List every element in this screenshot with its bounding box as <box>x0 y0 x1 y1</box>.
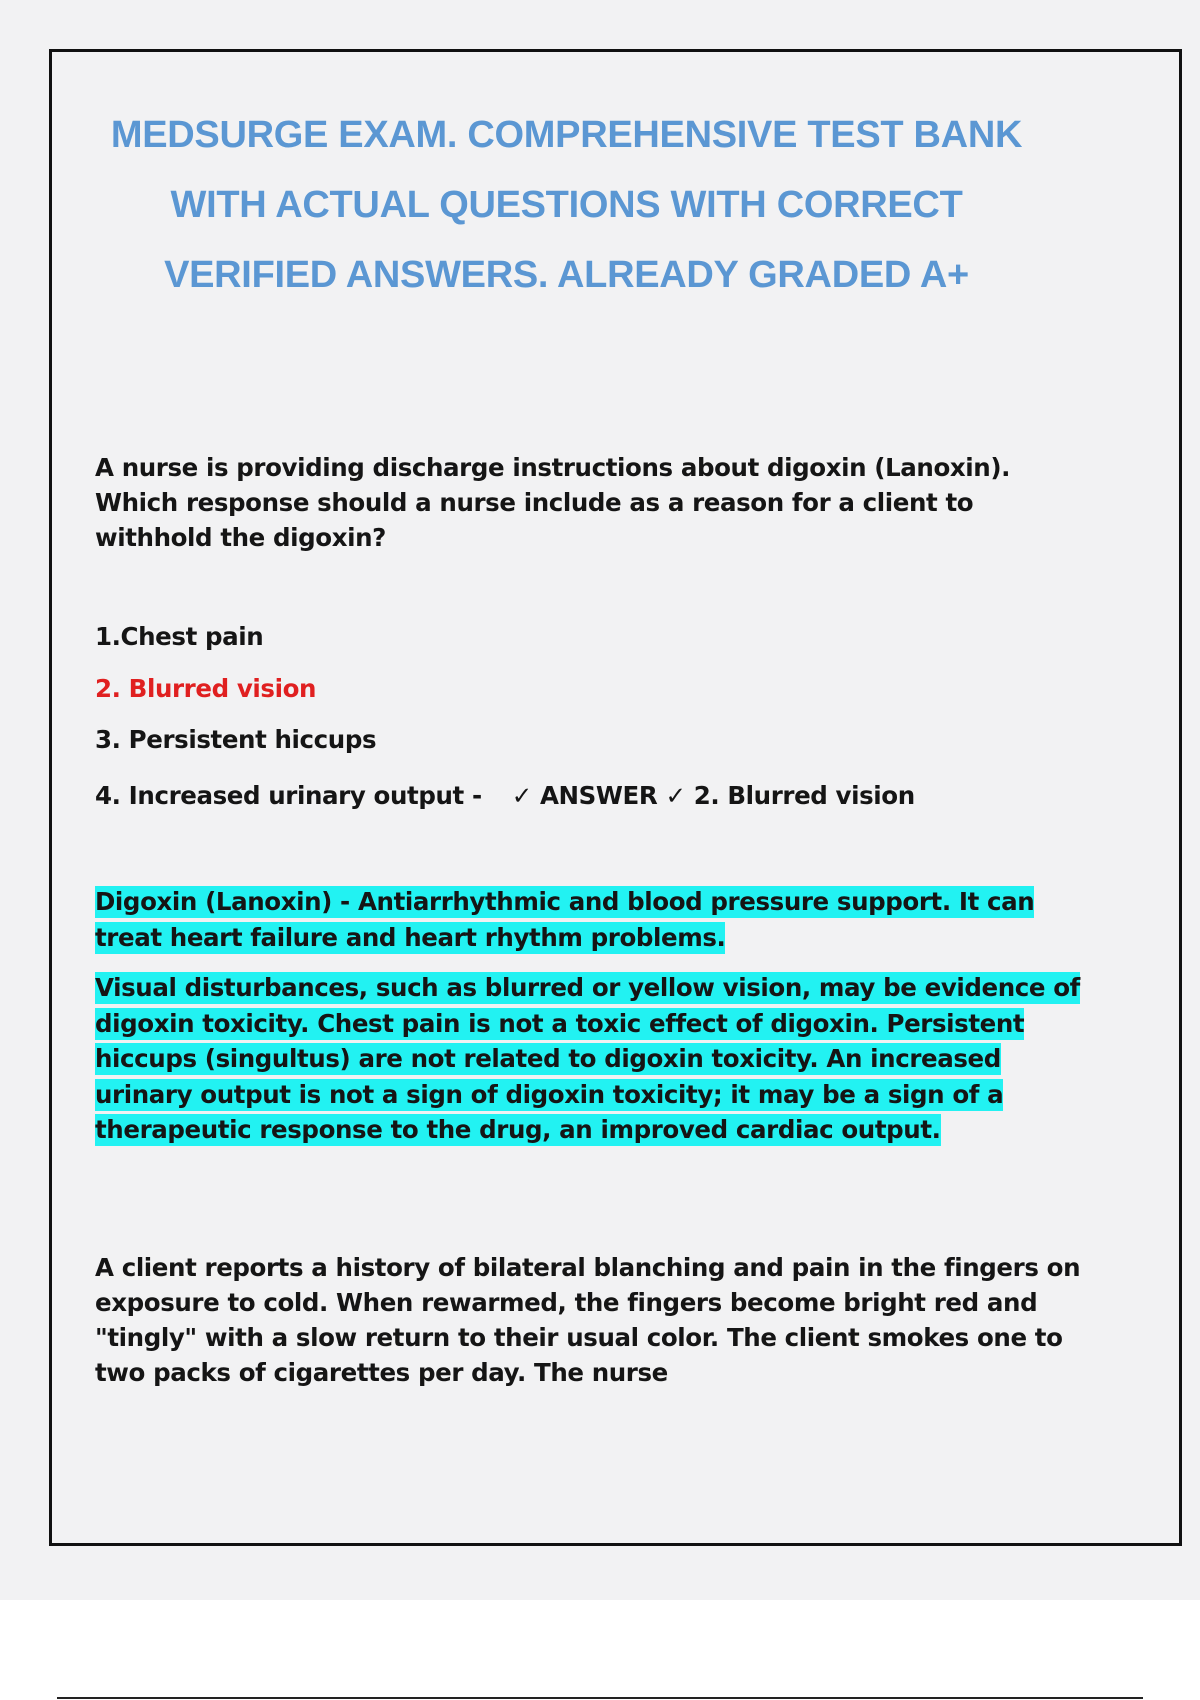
digoxin-definition-note <box>95 884 1085 955</box>
question-1-option-4: 4. Increased urinary output - <box>95 781 482 810</box>
highlight: Digoxin (Lanoxin) - Antiarrhythmic and blood pressure support. It can treat heart failure and heart rhythm problems. <box>95 887 1035 952</box>
question-1-option-3: 3. Persistent hiccups <box>95 725 377 754</box>
question-1-option-2-correct: 2. Blurred vision <box>95 674 317 703</box>
question-1-answer: ✓ ANSWER ✓ 2. Blurred vision <box>511 781 915 810</box>
question-1-option-4-line <box>95 781 915 810</box>
highlight: Visual disturbances, such as blurred or yellow vision, may be evidence of digoxin toxicity. Chest pain is not a toxic effect of digoxin. Persistent hiccups (singultus) are not related to digoxin toxicity. An increased urinary output is not a sign of digoxin toxicity; it may be a sign of a therapeutic response to the drug, an improved cardiac output. <box>95 973 1080 1144</box>
question-2-stem: A client reports a history of bilateral blanching and pain in the fingers on exposure to cold. When rewarmed, the fingers become bright red and "tingly" with a slow return to their usual color. The client smokes one to two packs of cigarettes per day. The nurse <box>95 1253 1081 1387</box>
question-1-option-1: 1.Chest pain <box>95 622 264 651</box>
document-title: MEDSURGE EXAM. COMPREHENSIVE TEST BANK WITH ACTUAL QUESTIONS WITH CORRECT VERIFIED ANSWERS. ALREADY GRADED A+ <box>110 114 1023 296</box>
page-divider-line <box>57 1697 1143 1699</box>
rationale-paragraph <box>95 970 1085 1148</box>
next-page-area <box>0 1600 1200 1700</box>
question-1-stem: A nurse is providing discharge instructions about digoxin (Lanoxin). Which response should a nurse include as a reason for a client to withhold the digoxin? <box>95 453 1011 552</box>
